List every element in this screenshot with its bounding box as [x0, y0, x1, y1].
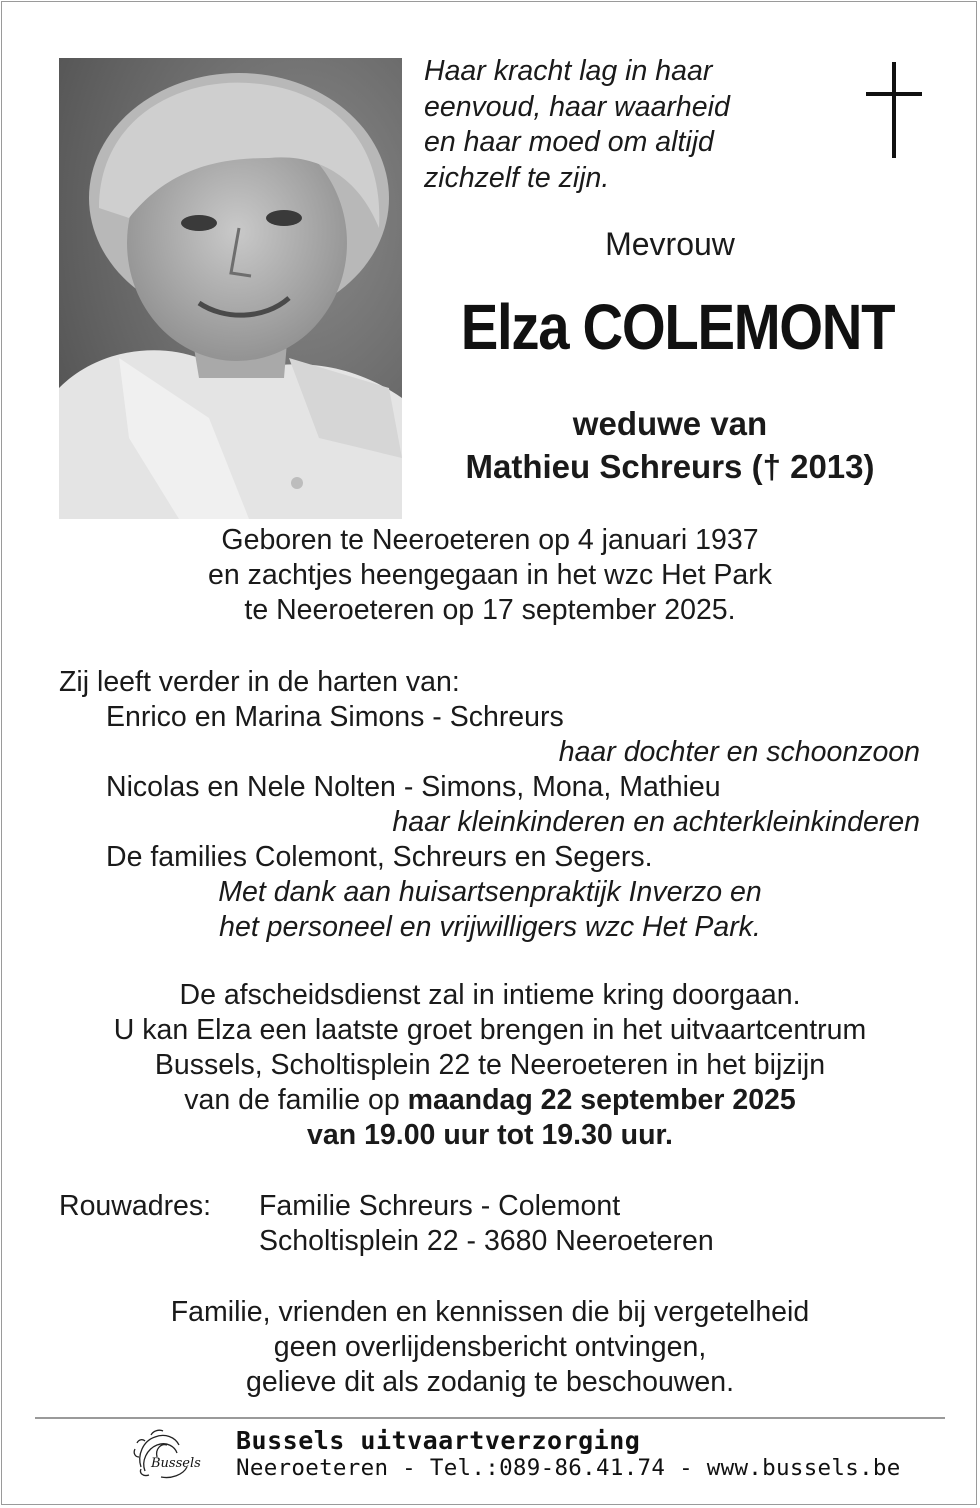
address — [259, 1189, 714, 1259]
service-line: Bussels, Scholtisplein 22 te Neeroeteren in het bijzijn — [154, 1049, 826, 1081]
honorific: Mevrouw — [605, 226, 735, 262]
widow-line: Mathieu Schreurs († 2013) — [465, 448, 875, 485]
thanks-line: Met dank aan huisartsenpraktijk Inverzo en — [218, 876, 762, 908]
quote-line: eenvoud, haar waarheid — [424, 90, 730, 123]
survivor-names: Nicolas en Nele Nolten - Simons, Mona, Mathieu — [106, 771, 721, 803]
notice-line: gelieve dit als zodanig te beschouwen. — [246, 1366, 734, 1398]
notice-line: geen overlijdensbericht ontvingen, — [273, 1331, 707, 1363]
service-time-text: van 19.00 uur tot 19.30 uur. — [307, 1119, 673, 1151]
survivor-role: haar dochter en schoonzoon — [558, 736, 920, 768]
service-info — [0, 978, 980, 1153]
company-name: Bussels uitvaartverzorging — [236, 1426, 641, 1455]
birth-death-info — [0, 523, 980, 628]
quote-line: zichzelf te zijn. — [424, 161, 610, 194]
deceased-name: Elza COLEMONT — [460, 291, 895, 363]
address-line: Familie Schreurs - Colemont — [259, 1190, 621, 1222]
bussels-logo-icon — [131, 1427, 193, 1483]
survivor-names: Enrico en Marina Simons - Schreurs — [106, 701, 564, 733]
thanks — [0, 875, 980, 945]
survivor-role: haar kleinkinderen en achterkleinkinderen — [392, 806, 920, 838]
portrait-photo — [59, 58, 402, 519]
birth-line: Geboren te Neeroeteren op 4 januari 1937 — [221, 524, 759, 556]
quote-line: en haar moed om altijd — [424, 126, 714, 158]
service-line — [0, 1083, 980, 1118]
service-line: De afscheidsdienst zal in intieme kring doorgaan. — [179, 979, 801, 1011]
birth-line: te Neeroeteren op 17 september 2025. — [244, 594, 736, 626]
thanks-line: het personeel en vrijwilligers wzc Het Park. — [219, 911, 761, 943]
service-time — [0, 1118, 980, 1153]
notification-note — [0, 1295, 980, 1400]
widow-of — [420, 402, 920, 488]
notice-line: Familie, vrienden en kennissen die bij vergetelheid — [170, 1296, 810, 1328]
service-date: maandag 22 september 2025 — [407, 1084, 796, 1116]
service-line: U kan Elza een laatste groet brengen in het uitvaartcentrum — [113, 1014, 867, 1046]
address-line: Scholtisplein 22 - 3680 Neeroeteren — [259, 1225, 714, 1257]
footer-divider — [35, 1417, 945, 1419]
quote-line: Haar kracht lag in haar — [424, 55, 713, 87]
logo-text: Bussels — [151, 1456, 201, 1471]
address-label: Rouwadres: — [59, 1190, 212, 1222]
birth-line: en zachtjes heengegaan in het wzc Het Park — [207, 559, 773, 591]
company-contact: Neeroeteren - Tel.:089-86.41.74 - www.bussels.be — [236, 1455, 901, 1481]
survivor-names: De families Colemont, Schreurs en Segers. — [106, 841, 653, 873]
quote — [424, 54, 804, 196]
survivors-intro: Zij leeft verder in de harten van: — [59, 666, 460, 698]
cross-icon — [866, 62, 922, 158]
widow-line: weduwe van — [572, 405, 768, 442]
service-prefix: van de familie op — [184, 1084, 408, 1116]
